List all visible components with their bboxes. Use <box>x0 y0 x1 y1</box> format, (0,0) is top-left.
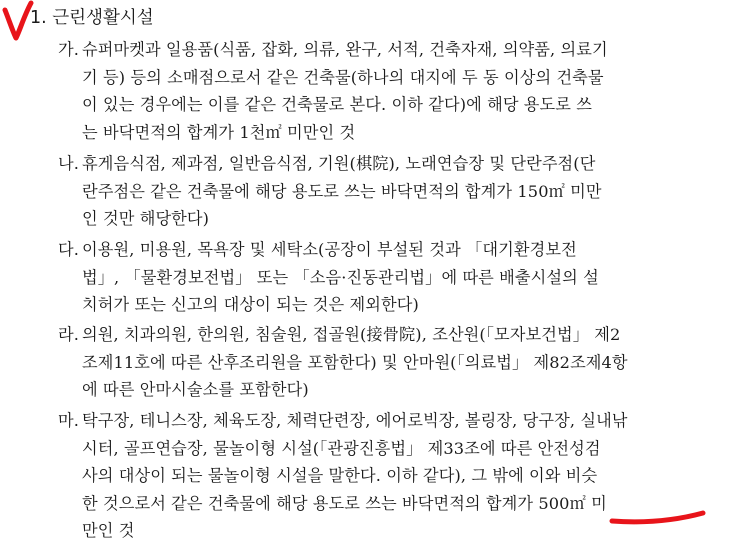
item-text: 한 것으로서 같은 건축물에 해당 용도로 쓰는 바닥면적의 합계가 500㎡ 미 <box>82 493 607 513</box>
item-text: 만인 것 <box>82 521 135 540</box>
item-text: 조제11호에 따른 산후조리원을 포함한다) 및 안마원(「의료법」 제82조제4항 <box>82 352 628 372</box>
item-text: 사의 대상이 되는 물놀이형 시설을 말한다. 이하 같다), 그 밖에 이와 비슷 <box>82 466 598 485</box>
item-label: 가. <box>58 40 79 59</box>
item-text: 탁구장, 테니스장, 체육도장, 체력단련장, 에어로빅장, 볼링장, 당구장, 실내낚 <box>82 411 628 430</box>
item-label: 마. <box>58 411 79 430</box>
item-text: 의원, 치과의원, 한의원, 침술원, 접골원(接骨院), 조산원(「모자보건법」 제2 <box>82 325 621 344</box>
item-text: 인 것만 해당한다) <box>82 209 210 228</box>
item-text: 에 따른 안마시술소를 포함한다) <box>82 380 309 399</box>
item-text: 휴게음식점, 제과점, 일반음식점, 기원(棋院), 노래연습장 및 단란주점(단 <box>82 154 596 173</box>
item-text: 슈퍼마켓과 일용품(식품, 잡화, 의류, 완구, 서적, 건축자재, 의약품, 의료기 <box>82 40 608 59</box>
item-label: 라. <box>58 325 79 344</box>
item-text: 는 바닥면적의 합계가 1천㎡ 미만인 것 <box>82 122 356 142</box>
item-text: 란주점은 같은 건축물에 해당 용도로 쓰는 바닥면적의 합계가 150㎡ 미만 <box>82 181 602 201</box>
section-heading: 1. 근린생활시설 <box>30 8 154 28</box>
item-text: 이 있는 경우에는 이를 같은 건축물로 본다. 이하 같다)에 해당 용도로 쓰 <box>82 95 592 114</box>
item-text: 이용원, 미용원, 목욕장 및 세탁소(공장이 부설된 것과 「대기환경보전 <box>82 240 577 259</box>
item-text: 치허가 또는 신고의 대상이 되는 것은 제외한다) <box>82 295 419 314</box>
item-text: 시터, 골프연습장, 물놀이형 시설(「관광진흥법」 제33조에 따른 안전성검 <box>82 438 601 458</box>
item-label: 나. <box>58 154 79 173</box>
item-text: 기 등) 등의 소매점으로서 같은 건축물(하나의 대지에 두 동 이상의 건축물 <box>82 67 604 87</box>
item-text: 법」, 「물환경보전법」 또는 「소음·진동관리법」에 따른 배출시설의 설 <box>82 267 599 287</box>
item-label: 다. <box>58 240 79 259</box>
